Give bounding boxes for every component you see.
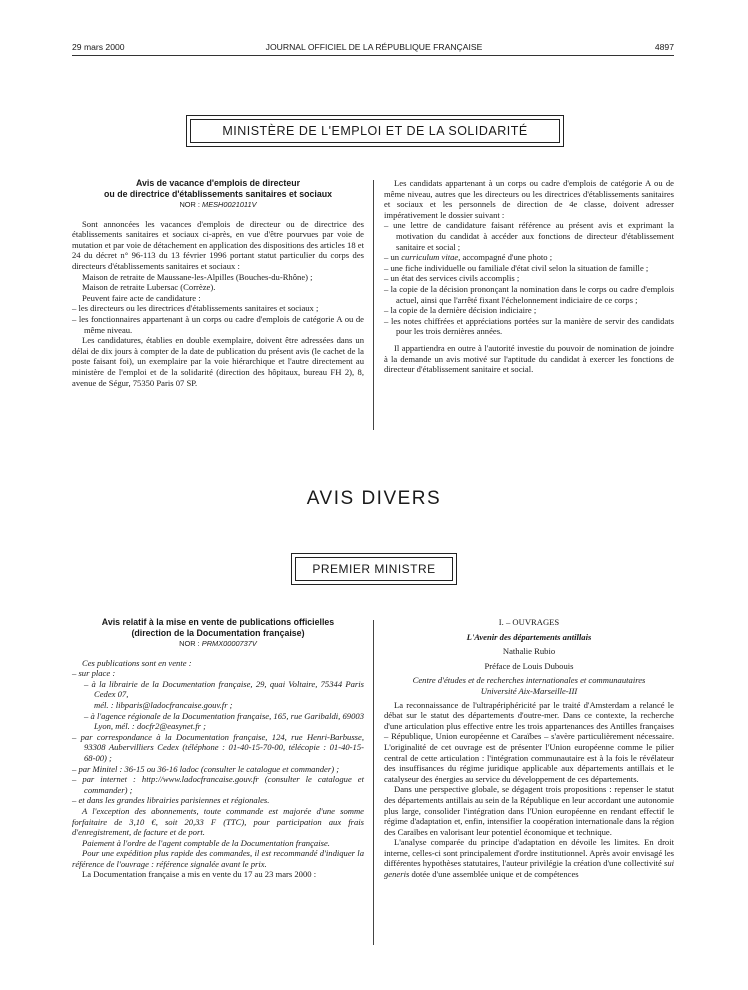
sales-bookshop: – à la librairie de la Documentation française, 29, quai Voltaire, 75344 Paris Cedex 07, bbox=[84, 678, 364, 700]
book-author: Nathalie Rubio bbox=[502, 646, 556, 657]
book-summary-1: La reconnaissance de l'ultrapériphéricité par le traité d'Amsterdam a relancé le débat sur le statut des départements d'outre-mer. Dans ce contexte, la recherche d'une articulation plus effective entre les trois appartenances des Antilles françaises – République, Union européenne et Caraïbes – s'avère particulièrement nécessaire. L'originalité de cet ouvrage est de présenter l'Union européenne comme le pilier central de cette articulation : l'intégration communautaire est à la fois le révélateur des insuffisances du régime juridique applicable aux départements antillais et le catalyseur des énergies au service du développement de ces départements. bbox=[384, 699, 674, 784]
sales-intro: Ces publications sont en vente : bbox=[82, 657, 192, 668]
book-preface: Préface de Louis Dubouis bbox=[484, 660, 574, 671]
vacancy-eligible-1: – les directeurs ou les directrices d'établissements sanitaires et sociaux ; bbox=[72, 303, 319, 314]
sales-onsite: – sur place : bbox=[72, 668, 116, 679]
sales-internet: – par internet : http://www.ladocfrancaise.gouv.fr (consulter le catalogue et commander) ; bbox=[72, 774, 364, 795]
section-ouvrages: I. – OUVRAGES bbox=[498, 617, 560, 627]
ministry-title: MINISTÈRE DE L'EMPLOI ET DE LA SOLIDARITÉ bbox=[190, 119, 560, 143]
dossier-item-5: – la copie de la décision prononçant la nomination dans le corps ou cadre d'emplois actuel, ainsi que l'arrêté fixant l'échelonnement indiciaire de ce corps ; bbox=[384, 283, 674, 305]
journal-title: JOURNAL OFFICIEL DE LA RÉPUBLIQUE FRANÇAISE bbox=[265, 42, 483, 52]
dossier-item-2: – un curriculum vitae, accompagné d'une photo ; bbox=[384, 252, 553, 263]
vacancy-title-1: Avis de vacance d'emplois de directeur bbox=[135, 178, 301, 188]
sales-payment: Paiement à l'ordre de l'agent comptable de la Documentation française. bbox=[82, 837, 330, 848]
vacancy-site-1: Maison de retraite de Maussane-les-Alpilles (Bouches-du-Rhône) ; bbox=[82, 271, 313, 282]
sales-surcharge: A l'exception des abonnements, toute commande est majorée d'une somme forfaitaire de 3,10 €, soit 20,33 F (TTC), pour participation aux frais d'enregistrement, de facture et de port. bbox=[72, 805, 364, 838]
section-heading-avis-divers: AVIS DIVERS bbox=[306, 488, 442, 509]
publications-nor: NOR : PRMX0000737V bbox=[179, 639, 257, 648]
sales-regional-agency: – à l'agence régionale de la Documentation française, 165, rue Garibaldi, 69003 Lyon, mél. : docfr2@easynet.fr ; bbox=[84, 710, 364, 732]
book-summary-3: L'analyse comparée du principe d'adaptation en dévoile les limites. En droit interne, celles-ci sont principalement d'ordre institutionnel. Après avoir envisagé les différentes hypothèses statutaires, l'auteur privilégie la création d'une collectivité sui generis dotée d'une assemblée unique et de compétences bbox=[384, 837, 674, 880]
publications-notice bbox=[72, 617, 364, 880]
dossier-item-7: – les notes chiffrées et appréciations portées sur la manière de servir des candidats pour les trois dernières années. bbox=[384, 315, 674, 337]
sales-period: La Documentation française a mis en vente du 17 au 23 mars 2000 : bbox=[82, 869, 317, 880]
vacancy-nor: NOR : MESH0021011V bbox=[179, 200, 257, 209]
publications-title-1: Avis relatif à la mise en vente de publications officielles bbox=[101, 617, 335, 627]
sales-bookstores: – et dans les grandes librairies parisiennes et régionales. bbox=[72, 795, 270, 806]
premier-ministre-box bbox=[291, 553, 457, 585]
sales-mail: – par correspondance à la Documentation française, 124, rue Henri-Barbusse, 93308 Aubervilliers Cedex (téléphone : 01-40-15-70-00, télécopie : 01-40-15-68-00) ; bbox=[72, 731, 364, 763]
book-summary-2: Dans une perspective globale, se dégagent trois propositions : repenser le statut des départements antillais au sein de la République en leur accordant une autonomie plus large, consolider l'intégration dans l'Union européenne en rendant effectif le régime d'adaptation et, enfin, intensifier la coopération internationale dans la région des Caraïbes en valorisant leur potentiel économique et technique. bbox=[384, 784, 674, 837]
dossier-item-6: – la copie de la dernière décision indiciaire ; bbox=[384, 305, 537, 316]
sales-bookshop-email: mél. : libparis@ladocfrancaise.gouv.fr ; bbox=[94, 699, 233, 710]
premier-ministre-title: PREMIER MINISTRE bbox=[295, 557, 453, 581]
column-divider-2 bbox=[373, 620, 374, 945]
vacancy-eligibility: Peuvent faire acte de candidature : bbox=[82, 292, 201, 303]
vacancy-dossier bbox=[384, 178, 674, 375]
dossier-item-1: – une lettre de candidature faisant référence au présent avis et exprimant la motivation du candidat à accéder aux fonctions de directeur d'établissement sanitaire et social ; bbox=[384, 220, 674, 252]
publications-title-2: (direction de la Documentation française) bbox=[131, 627, 305, 638]
vacancy-notice bbox=[72, 178, 364, 388]
book-title: L'Avenir des départements antillais bbox=[466, 631, 592, 642]
dossier-item-4: – un état des services civils accomplis ; bbox=[384, 273, 520, 284]
book-publisher-2: Université Aix-Marseille-III bbox=[480, 685, 578, 696]
header-rule bbox=[72, 55, 674, 56]
book-listing bbox=[384, 617, 674, 880]
vacancy-intro: Sont annoncées les vacances d'emplois de directeur ou de directrice des établissements sanitaires et sociaux ci-après, en vue d'être pourvues par voie de mutation et par voie de détachement en application des dispositions des articles 18 et 24 du décret n° 96-113 du 13 février 1996 portant statut particulier du corps des directeurs d'établissements sanitaires et sociaux : bbox=[72, 218, 364, 271]
dossier-intro: Les candidats appartenant à un corps ou cadre d'emplois de catégorie A ou de même niveau, autres que les directeurs ou les directrices d'établissements sanitaires et sociaux et les personnels de direction de 4e classe, doivent adresser impérativement le dossier suivant : bbox=[384, 178, 674, 220]
ministry-box bbox=[186, 115, 564, 147]
dossier-authority: Il appartiendra en outre à l'autorité investie du pouvoir de nomination de joindre à la demande un avis motivé sur l'aptitude du candidat à exercer les fonctions de directeur d'établissement sanitaire et social. bbox=[384, 342, 674, 375]
sales-reference: Pour une expédition plus rapide des commandes, il est recommandé d'indiquer la référence de l'ouvrage : référence signalée avant le prix. bbox=[72, 848, 364, 869]
column-divider-1 bbox=[373, 180, 374, 430]
vacancy-site-2: Maison de retraite Lubersac (Corrèze). bbox=[82, 282, 216, 293]
sales-minitel: – par Minitel : 36-15 ou 36-16 ladoc (consulter le catalogue et commander) ; bbox=[72, 763, 340, 774]
dossier-item-3: – une fiche individuelle ou familiale d'état civil selon la situation de famille ; bbox=[384, 262, 649, 273]
page-number: 4897 bbox=[654, 42, 674, 52]
book-publisher-1: Centre d'études et de recherches internationales et communautaires bbox=[412, 675, 646, 686]
vacancy-eligible-2: – les fonctionnaires appartenant à un corps ou cadre d'emplois de catégorie A ou de même niveau. bbox=[72, 313, 364, 335]
vacancy-submission: Les candidatures, établies en double exemplaire, doivent être adressées dans un délai de dix jours à compter de la date de publication du présent avis (le cachet de la poste faisant foi), un exemplaire par la voie hiérarchique et l'autre directement au ministère de l'emploi et de la solidarité (direction des hôpitaux, bureau FH 2), 8, avenue de Ségur, 75350 Paris 07 SP. bbox=[72, 335, 364, 388]
header-date: 29 mars 2000 bbox=[72, 42, 125, 52]
vacancy-title-2: ou de directrice d'établissements sanitaires et sociaux bbox=[104, 188, 332, 199]
